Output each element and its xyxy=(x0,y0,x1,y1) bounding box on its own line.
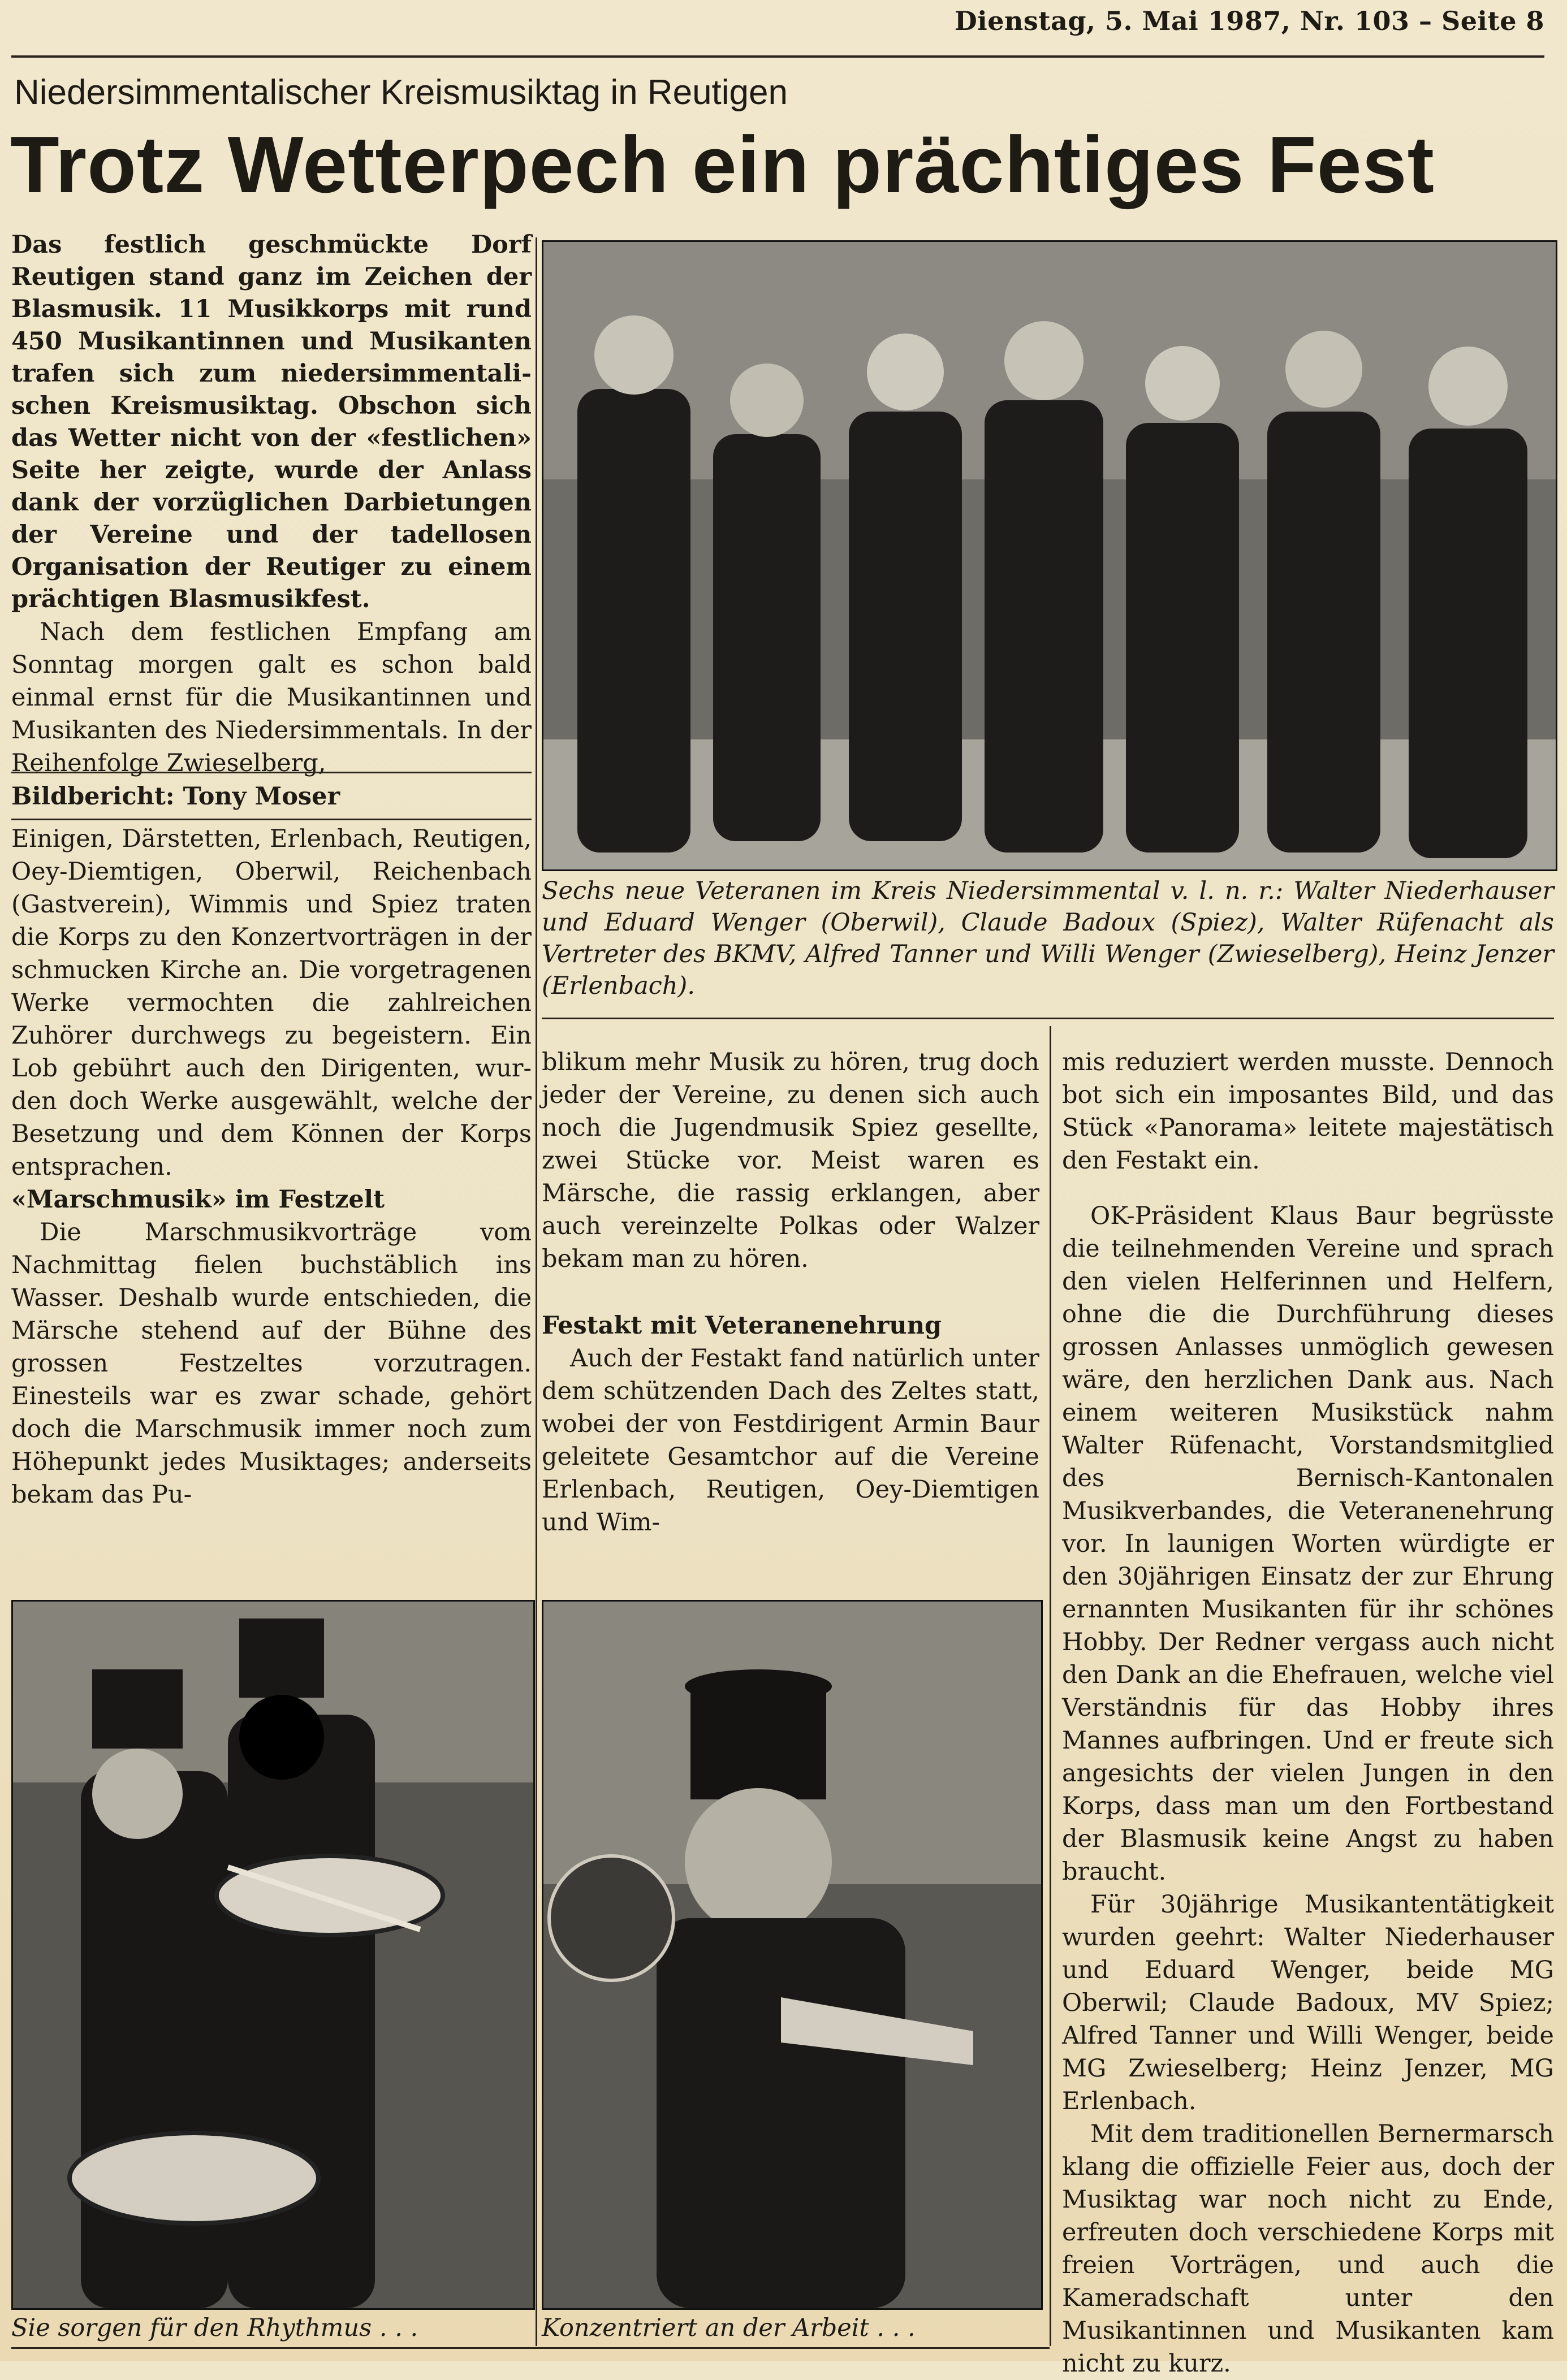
article-paragraph: Die Marschmusikvorträge vom Nachmittag fielen buchstäblich ins Wasser. Deshalb wurde entschieden, die Märsche stehend auf der Bühne des grossen Festzeltes vorzutragen. Einesteils war es zwar schade, gehört doch die Marschmusik immer noch zum Höhepunkt jedes Musiktages; anderseits bekam das Pu- xyxy=(11,1218,532,1509)
kicker: Niedersimmentalischer Kreismusiktag in Reutigen xyxy=(14,73,788,112)
article-paragraph: Nach dem festlichen Empfang am Sonntag morgen galt es schon bald einmal ernst für die Musikantinnen und Musikanten des Niedersimmentals. In der Reihenfolge Zwieselberg, xyxy=(11,618,532,777)
drummers-illustration xyxy=(13,1602,533,2308)
column-3 xyxy=(1062,1046,1554,2380)
photo-veterans xyxy=(542,240,1557,871)
musician-illustration xyxy=(543,1602,1041,2308)
header-rule xyxy=(11,55,1544,58)
article-paragraph: Für 30jährige Musikantentätigkeit wurden geehrt: Walter Niederhauser und Eduard Wenger, beide MG Oberwil; Claude Badoux, MV Spiez; Alfred Tanner und Willi Wenger, beide MG Zwieselberg; Heinz Jenzer, MG Erlenbach. xyxy=(1062,1890,1554,2115)
bottom-rule xyxy=(11,2347,1050,2349)
article-paragraph: OK-Präsident Klaus Baur begrüsste die teilnehmenden Vereine und sprach den vielen Helferinnen und Helfern, ohne die die Durchführung dieses grossen Anlasses unmöglich gewesen wäre, den herzlichen Dank aus. Nach einem weiteren Musikstück nahm Walter Rüfenacht, Vorstandsmitglied des Bernisch-Kantonalen Musikverbandes, die Veteranenehrung vor. In launigen Worten würdigte er den 30jährigen Einsatz der zur Ehrung ernannten Musikanten für ihr schönes Hobby. Der Redner vergass auch nicht den Dank an die Ehefrauen, welche viel Verständnis für das Hobby ihres Mannes aufbringen. Und er freute sich angesichts der vielen Jungen in den Korps, dass man um den Fortbestand der Blasmusik keine Angst zu haben braucht. xyxy=(1062,1202,1554,1886)
photo-drummers xyxy=(11,1600,535,2310)
article-paragraph: Einigen, Därstetten, Erlenbach, Reutigen, Oey-Diemtigen, Oberwil, Reichenbach (Gastverein), Wimmis und Spiez traten die Korps zu den Konzertvorträgen in der schmucken Kirche an. Die vorgetragenen Werke vermochten die zahlreichen Zuhörer durchwegs zu begeistern. Ein Lob gebührt auch den Dirigenten, wurden doch Werke ausgewählt, welche der Besetzung und dem Können der Korps entsprachen. xyxy=(11,825,532,1181)
photo-musician xyxy=(542,1600,1043,2310)
caption-drummers: Sie sorgen für den Rhythmus . . . xyxy=(11,2314,418,2342)
subheading: «Marschmusik» im Festzelt xyxy=(11,1185,385,1214)
column-2 xyxy=(542,1046,1039,1539)
caption-musician: Konzentriert an der Arbeit . . . xyxy=(542,2314,916,2342)
article-paragraph: Auch der Festakt fand natürlich unter dem schützenden Dach des Zeltes statt, wobei der von Festdirigent Armin Baur geleitete Gesamtchor auf die Vereine Erlenbach, Reutigen, Oey-Diemtigen und Wim- xyxy=(542,1344,1039,1537)
veterans-illustration xyxy=(543,242,1556,869)
dateline: Dienstag, 5. Mai 1987, Nr. 103 – Seite 8 xyxy=(954,6,1544,36)
lead-paragraph: Das festlich geschmückte Dorf Reutigen stand ganz im Zeichen der Blasmusik. 11 Musikkorps mit rund 450 Musikantinnen und Musikanten trafen sich zum niedersimmentalischen Kreismusiktag. Obschon sich das Wetter nicht von der «festlichen» Seite her zeigte, wurde der Anlass dank der vorzüglichen Darbietungen der Vereine und der tadellosen Organisation der Reutiger zu einem prächtigen Blasmusikfest. xyxy=(11,231,532,613)
column-rule xyxy=(1050,1026,1051,2346)
column-1 xyxy=(11,823,532,1511)
divider xyxy=(542,1018,1554,1019)
headline: Trotz Wetterpech ein prächtiges Fest xyxy=(10,120,1435,210)
caption-veterans: Sechs neue Veteranen im Kreis Niedersimmental v. l. n. r.: Walter Niederhauser und Eduard Wenger (Oberwil), Claude Badoux (Spiez), Walter Rüfenacht als Vertreter des BKMV, Alfred Tanner und Willi Wenger (Zwieselberg), Heinz Jenzer (Erlenbach). xyxy=(542,877,1554,1000)
column-rule xyxy=(536,237,537,2346)
article-paragraph: mis reduziert werden musste. Dennoch bot sich ein imposantes Bild, und das Stück «Panorama» leitete majestätisch den Festakt ein. xyxy=(1062,1048,1554,1175)
lead-block xyxy=(11,229,532,780)
byline: Bildbericht: Tony Moser xyxy=(11,772,532,820)
article-paragraph: blikum mehr Musik zu hören, trug doch jeder der Vereine, zu denen sich auch noch die Jugendmusik Spiez gesellte, zwei Stücke vor. Meist waren es Märsche, die rassig erklangen, aber auch vereinzelte Polkas oder Walzer bekam man zu hören. xyxy=(542,1048,1039,1273)
subheading: Festakt mit Veteranenehrung xyxy=(542,1312,942,1340)
article-paragraph: Mit dem traditionellen Bernermarsch klang die offizielle Feier aus, doch der Musiktag war noch nicht zu Ende, erfreuten doch verschiedene Korps mit freien Vorträgen, und auch die Kameradschaft unter den Musikantinnen und Musikanten kam nicht zu kurz. xyxy=(1062,2120,1554,2378)
